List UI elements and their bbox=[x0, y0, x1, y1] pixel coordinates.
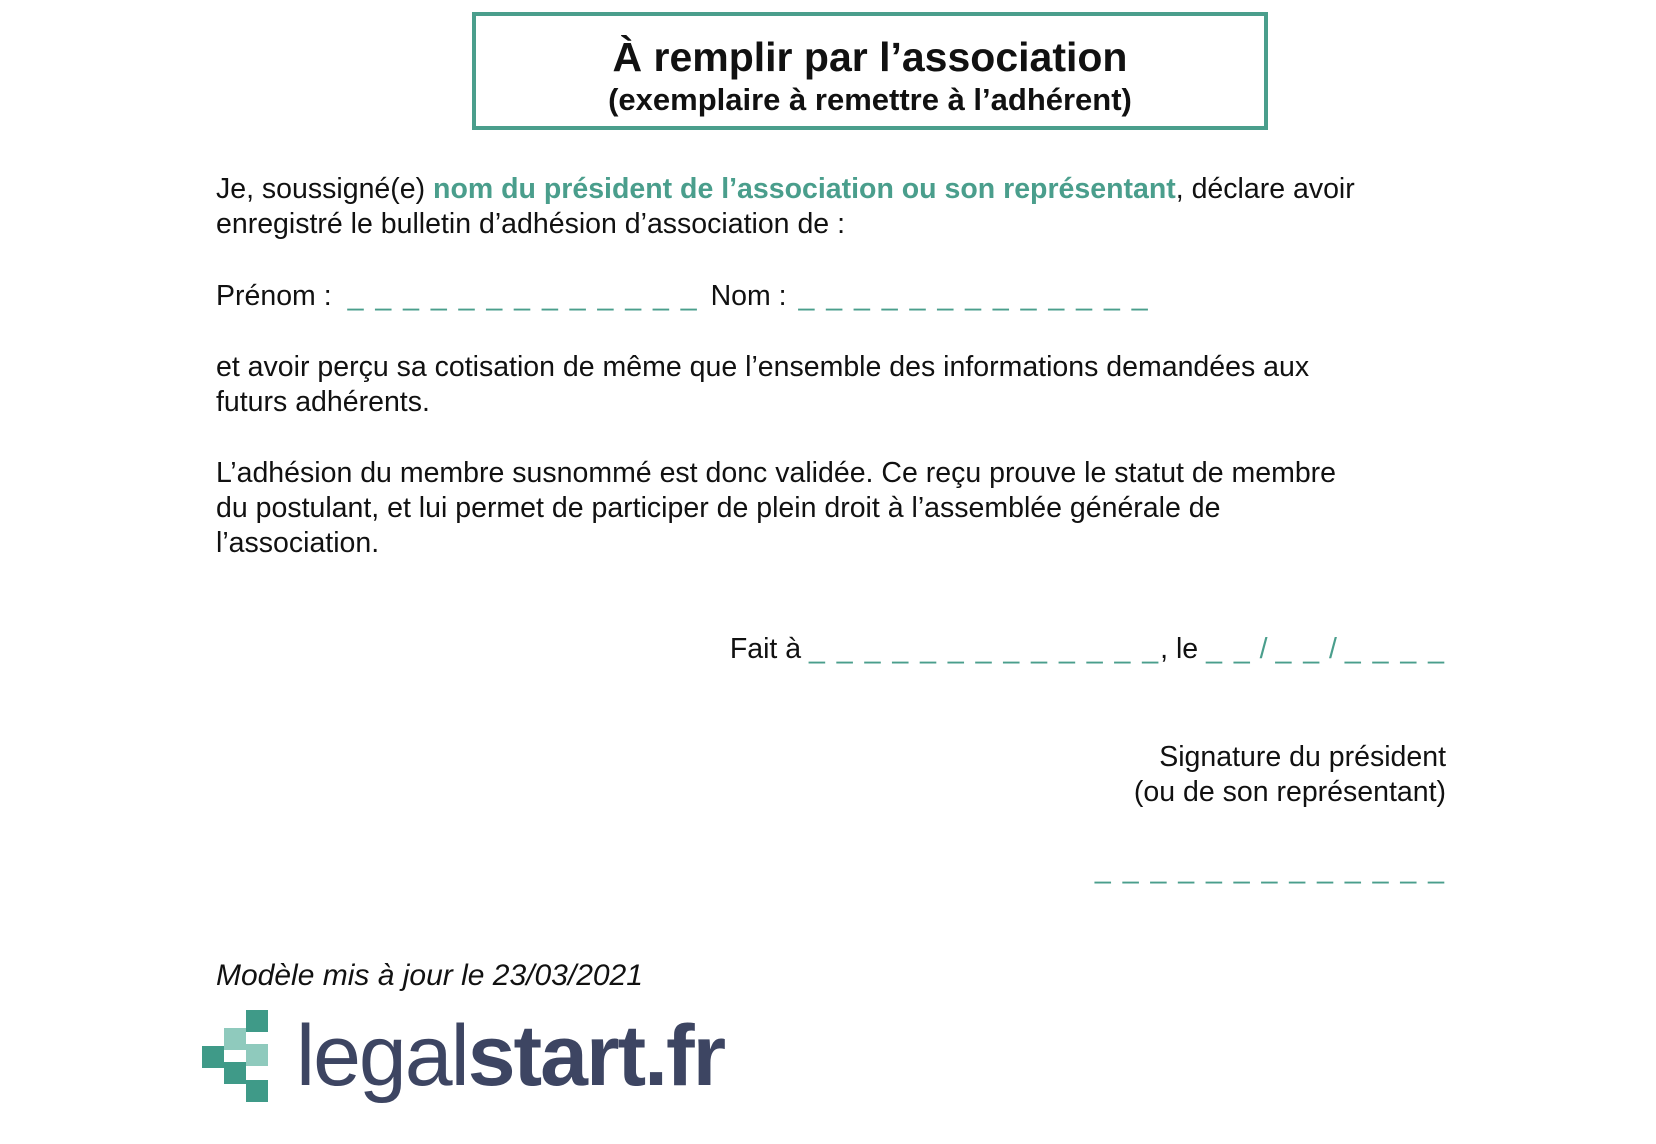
day-field[interactable]: _ _ bbox=[1206, 633, 1252, 665]
place-field[interactable]: _ _ _ _ _ _ _ _ _ _ _ _ _ bbox=[809, 633, 1161, 665]
header-title: À remplir par l’association bbox=[612, 34, 1128, 80]
paragraph-validation-line-2: du postulant, et lui permet de participer de plein droit à l’assemblée générale de bbox=[216, 492, 1221, 524]
signature-field-row bbox=[1095, 852, 1446, 887]
signature-line-1: Signature du président bbox=[1159, 741, 1446, 773]
name-fields bbox=[216, 279, 1466, 314]
fait-label: Fait à bbox=[729, 633, 802, 665]
legalstart-logo bbox=[200, 1006, 724, 1106]
prenom-label: Prénom : bbox=[216, 280, 332, 312]
nom-label: Nom : bbox=[710, 280, 787, 312]
wordmark-start: start bbox=[467, 1008, 645, 1104]
wordmark-tld: .fr bbox=[644, 1008, 725, 1104]
signature-line-2: (ou de son représentant) bbox=[1133, 776, 1446, 808]
paragraph-validation-line-3: l’association. bbox=[216, 527, 380, 559]
declaration-intro: Je, soussigné(e) bbox=[216, 173, 434, 205]
updated-note: Modèle mis à jour le 23/03/2021 bbox=[216, 959, 643, 992]
signature-field[interactable]: _ _ _ _ _ _ _ _ _ _ _ _ _ bbox=[1094, 853, 1446, 885]
paragraph-validation bbox=[216, 456, 1466, 561]
le-label: , le bbox=[1160, 633, 1199, 665]
month-field[interactable]: _ _ bbox=[1275, 633, 1322, 665]
signature-caption bbox=[1134, 740, 1446, 810]
wordmark-legal: legal bbox=[296, 1008, 468, 1104]
declaration-rest: , déclare avoir bbox=[1175, 173, 1355, 205]
paragraph-cotisation-line-1: et avoir perçu sa cotisation de même que l’ensemble des informations demandées aux bbox=[216, 351, 1310, 383]
paragraph-validation-line-1: L’adhésion du membre susnommé est donc validée. Ce reçu prouve le statut de membre bbox=[216, 457, 1337, 489]
president-name-placeholder[interactable]: nom du président de l’association ou son représentant bbox=[433, 173, 1176, 205]
declaration-line-2: enregistré le bulletin d’adhésion d’association de : bbox=[216, 208, 845, 240]
header-box bbox=[472, 12, 1268, 130]
paragraph-cotisation-line-2: futurs adhérents. bbox=[216, 386, 430, 418]
year-field[interactable]: _ _ _ _ bbox=[1344, 633, 1446, 665]
date-separator-1: / bbox=[1259, 633, 1268, 665]
declaration-line-1 bbox=[216, 172, 1466, 207]
header-subtitle: (exemplaire à remettre à l’adhérent) bbox=[608, 82, 1132, 117]
place-date-line bbox=[730, 632, 1446, 667]
nom-field[interactable]: _ _ _ _ _ _ _ _ _ _ _ _ _ bbox=[798, 280, 1150, 312]
legalstart-wordmark bbox=[296, 1008, 725, 1104]
paragraph-cotisation bbox=[216, 350, 1466, 420]
date-separator-2: / bbox=[1329, 633, 1337, 665]
prenom-field[interactable]: _ _ _ _ _ _ _ _ _ _ _ _ _ bbox=[347, 280, 699, 312]
declaration-paragraph bbox=[216, 172, 1466, 242]
legalstart-logo-icon bbox=[200, 1006, 278, 1106]
